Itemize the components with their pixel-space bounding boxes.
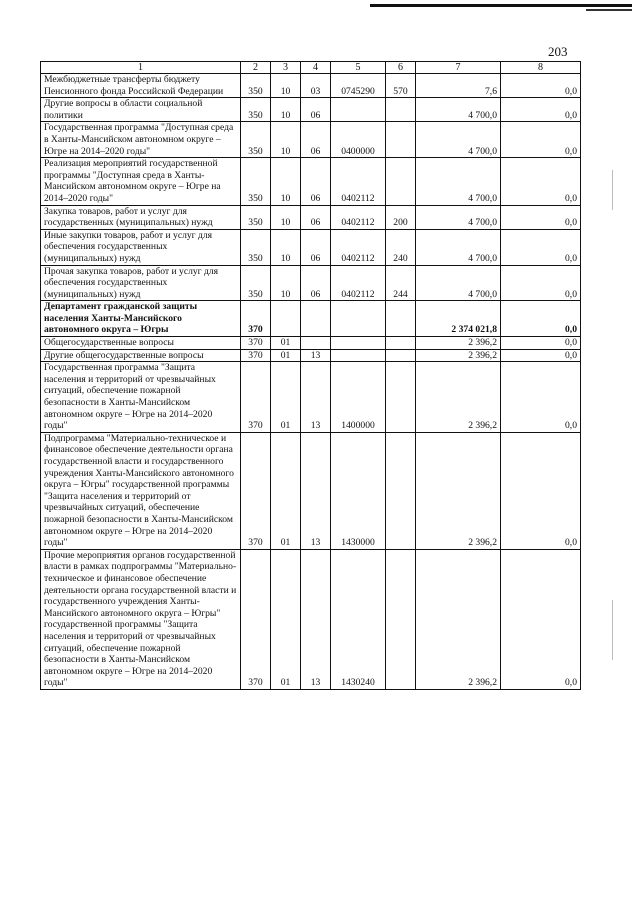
amount-value-2: 0,0 (501, 98, 581, 122)
header-rule (370, 4, 632, 7)
row-description: Общегосударственные вопросы (41, 337, 241, 350)
expense-type-code: 570 (386, 74, 416, 98)
column-header: 5 (331, 62, 386, 74)
column-header: 3 (271, 62, 301, 74)
expense-type-code (386, 549, 416, 689)
amount-value-2: 0,0 (501, 158, 581, 205)
amount-value: 4 700,0 (416, 122, 501, 158)
subsection-code: 13 (301, 349, 331, 362)
amount-value-2: 0,0 (501, 301, 581, 337)
target-article-code (331, 98, 386, 122)
amount-value: 2 396,2 (416, 337, 501, 350)
target-article-code: 0402112 (331, 229, 386, 265)
ministry-code: 370 (241, 432, 271, 549)
subsection-code: 06 (301, 265, 331, 301)
ministry-code: 370 (241, 301, 271, 337)
subsection-code: 03 (301, 74, 331, 98)
amount-value-2: 0,0 (501, 362, 581, 433)
table-row (41, 205, 581, 229)
amount-value: 4 700,0 (416, 98, 501, 122)
column-header: 1 (41, 62, 241, 74)
section-code: 01 (271, 349, 301, 362)
table-row (41, 549, 581, 689)
amount-value-2: 0,0 (501, 432, 581, 549)
amount-value-2: 0,0 (501, 74, 581, 98)
header-rule-short (586, 9, 632, 11)
target-article-code: 0402112 (331, 158, 386, 205)
section-code (271, 301, 301, 337)
section-code: 01 (271, 432, 301, 549)
amount-value-2: 0,0 (501, 349, 581, 362)
target-article-code: 0400000 (331, 122, 386, 158)
ministry-code: 370 (241, 349, 271, 362)
section-code: 10 (271, 98, 301, 122)
section-code: 10 (271, 122, 301, 158)
amount-value-2: 0,0 (501, 549, 581, 689)
ministry-code: 370 (241, 337, 271, 350)
table-row (41, 432, 581, 549)
section-code: 10 (271, 74, 301, 98)
subsection-code (301, 337, 331, 350)
subsection-code: 06 (301, 98, 331, 122)
target-article-code: 1430240 (331, 549, 386, 689)
amount-value-2: 0,0 (501, 229, 581, 265)
row-description: Закупка товаров, работ и услуг для государственных (муниципальных) нужд (41, 205, 241, 229)
row-description: Реализация мероприятий государственной программы "Доступная среда в Ханты-Мансийском автономном округе – Югре на 2014–2020 годы" (41, 158, 241, 205)
table-row (41, 229, 581, 265)
target-article-code: 0402112 (331, 265, 386, 301)
target-article-code: 0402112 (331, 205, 386, 229)
column-header: 6 (386, 62, 416, 74)
amount-value-2: 0,0 (501, 265, 581, 301)
table-row (41, 265, 581, 301)
expense-type-code: 240 (386, 229, 416, 265)
target-article-code: 1400000 (331, 362, 386, 433)
row-description: Иные закупки товаров, работ и услуг для обеспечения государственных (муниципальных) нужд (41, 229, 241, 265)
table-row (41, 74, 581, 98)
amount-value-2: 0,0 (501, 122, 581, 158)
amount-value: 4 700,0 (416, 229, 501, 265)
target-article-code (331, 349, 386, 362)
subsection-code (301, 301, 331, 337)
row-description: Департамент гражданской защиты населения Ханты-Мансийского автономного округа – Югры (41, 301, 241, 337)
subsection-code: 06 (301, 158, 331, 205)
ministry-code: 350 (241, 74, 271, 98)
table-row (41, 362, 581, 433)
row-description: Государственная программа "Доступная среда в Ханты-Мансийском автономном округе – Югре на 2014–2020 годы" (41, 122, 241, 158)
subsection-code: 13 (301, 432, 331, 549)
section-code: 01 (271, 549, 301, 689)
ministry-code: 370 (241, 362, 271, 433)
table-header-row (41, 62, 581, 74)
section-code: 01 (271, 362, 301, 433)
page-number: 203 (548, 44, 568, 59)
column-header: 4 (301, 62, 331, 74)
amount-value: 2 396,2 (416, 549, 501, 689)
expense-type-code (386, 122, 416, 158)
amount-value: 2 374 021,8 (416, 301, 501, 337)
subsection-code: 13 (301, 549, 331, 689)
ministry-code: 350 (241, 158, 271, 205)
expense-type-code (386, 337, 416, 350)
row-description: Другие общегосударственные вопросы (41, 349, 241, 362)
section-code: 10 (271, 229, 301, 265)
expense-type-code (386, 432, 416, 549)
ministry-code: 350 (241, 229, 271, 265)
section-code: 01 (271, 337, 301, 350)
table-row (41, 98, 581, 122)
section-code: 10 (271, 158, 301, 205)
row-description: Другие вопросы в области социальной политики (41, 98, 241, 122)
subsection-code: 06 (301, 205, 331, 229)
table-row (41, 158, 581, 205)
scan-artifact-line (612, 600, 613, 660)
target-article-code (331, 337, 386, 350)
target-article-code: 1430000 (331, 432, 386, 549)
expense-type-code: 200 (386, 205, 416, 229)
expense-type-code (386, 98, 416, 122)
amount-value: 4 700,0 (416, 205, 501, 229)
table-row (41, 122, 581, 158)
ministry-code: 350 (241, 265, 271, 301)
scan-artifact-line (612, 170, 613, 210)
row-description: Государственная программа "Защита населения и территорий от чрезвычайных ситуаций, обеспечение пожарной безопасности в Ханты-Мансийском автономном округе – Югре на 2014–2020 годы" (41, 362, 241, 433)
amount-value: 4 700,0 (416, 158, 501, 205)
table-row (41, 349, 581, 362)
expense-type-code (386, 158, 416, 205)
row-description: Межбюджетные трансферты бюджету Пенсионного фонда Российской Федерации (41, 74, 241, 98)
section-code: 10 (271, 205, 301, 229)
expense-type-code (386, 362, 416, 433)
column-header: 2 (241, 62, 271, 74)
amount-value: 4 700,0 (416, 265, 501, 301)
subsection-code: 06 (301, 229, 331, 265)
row-description: Подпрограмма "Материально-техническое и финансовое обеспечение деятельности органа государственной власти и государственного учреждения Ханты-Мансийского автономного округа – Югры" государственной программы "Защита населения и территорий от чрезвычайных ситуаций, обеспечение пожарной безопасности в Ханты-Мансийском автономном округе – Югре на 2014–2020 годы" (41, 432, 241, 549)
ministry-code: 370 (241, 549, 271, 689)
section-code: 10 (271, 265, 301, 301)
expense-type-code (386, 301, 416, 337)
row-description: Прочие мероприятия органов государственной власти в рамках подпрограммы "Материально-техническое и финансовое обеспечение деятельности органа государственной власти и государственного учреждения Ханты-Мансийского автономного округа – Югры" государственной программы "Защита населения и территорий от чрезвычайных ситуаций, обеспечение пожарной безопасности в Ханты-Мансийском автономном округе – Югре на 2014–2020 годы" (41, 549, 241, 689)
table-row (41, 301, 581, 337)
amount-value: 2 396,2 (416, 362, 501, 433)
amount-value: 2 396,2 (416, 432, 501, 549)
expense-type-code: 244 (386, 265, 416, 301)
column-header: 8 (501, 62, 581, 74)
budget-table (40, 61, 581, 690)
amount-value-2: 0,0 (501, 337, 581, 350)
amount-value-2: 0,0 (501, 205, 581, 229)
ministry-code: 350 (241, 122, 271, 158)
table-row (41, 337, 581, 350)
amount-value: 2 396,2 (416, 349, 501, 362)
target-article-code (331, 301, 386, 337)
ministry-code: 350 (241, 98, 271, 122)
row-description: Прочая закупка товаров, работ и услуг для обеспечения государственных (муниципальных) нужд (41, 265, 241, 301)
expense-type-code (386, 349, 416, 362)
column-header: 7 (416, 62, 501, 74)
ministry-code: 350 (241, 205, 271, 229)
amount-value: 7,6 (416, 74, 501, 98)
target-article-code: 0745290 (331, 74, 386, 98)
subsection-code: 06 (301, 122, 331, 158)
subsection-code: 13 (301, 362, 331, 433)
